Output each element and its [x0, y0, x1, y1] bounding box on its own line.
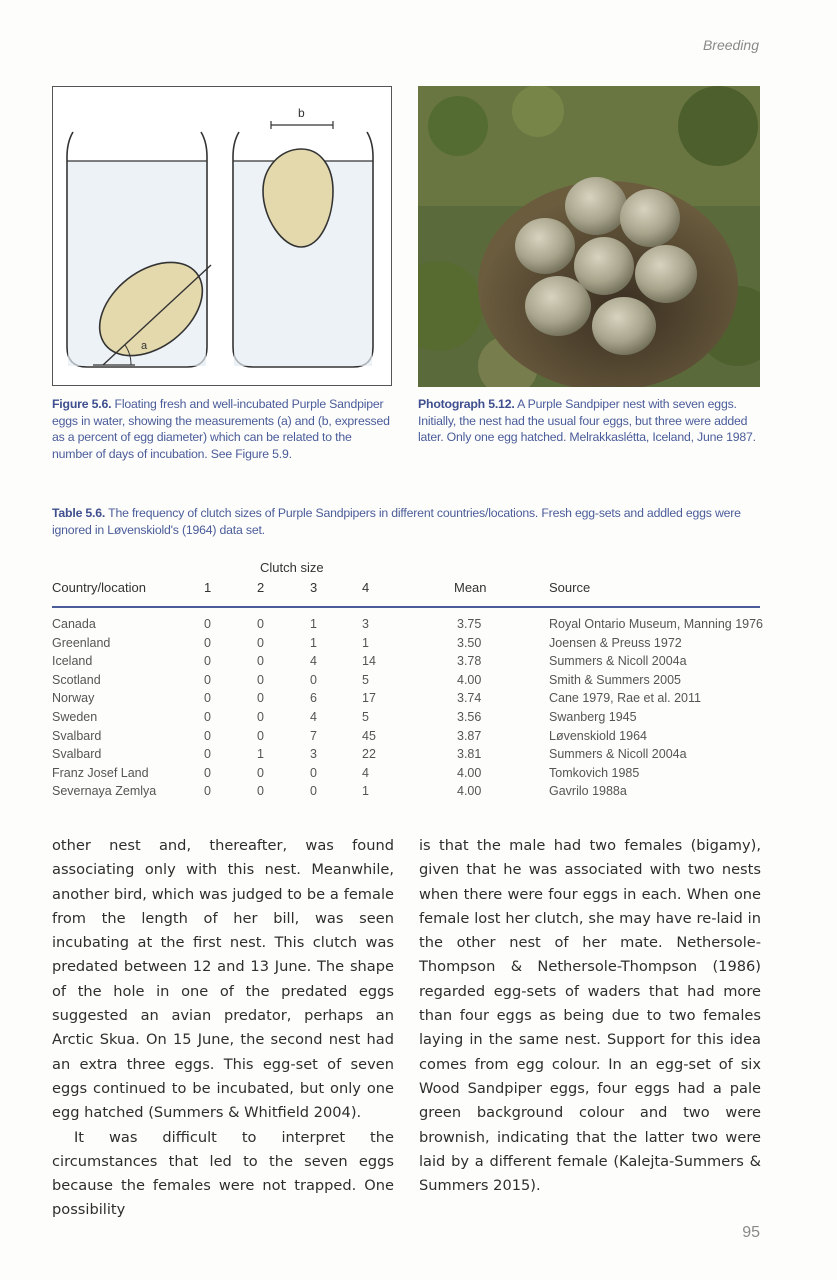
egg — [635, 245, 697, 303]
egg — [620, 189, 680, 247]
column-header-2: 2 — [257, 580, 265, 595]
cell-clutch-3: 7 — [310, 728, 317, 743]
cell-mean: 4.00 — [457, 765, 482, 780]
figure-caption-text: Floating fresh and well-incubated Purple Sandpiper eggs in water, showing the measurements (a) and (b, expressed as a percent of egg diameter) which can be related to the number of days of incubation. See Figure 5.9. — [52, 397, 390, 461]
table-caption-label: Table 5.6. — [52, 506, 106, 520]
table-row — [52, 654, 760, 672]
cell-country: Svalbard — [52, 728, 102, 743]
measurement-b-label: b — [298, 106, 305, 120]
cell-mean: 4.00 — [457, 672, 482, 687]
cell-country: Franz Josef Land — [52, 765, 149, 780]
cell-clutch-4: 17 — [362, 691, 376, 706]
cell-clutch-2: 0 — [257, 710, 264, 724]
cell-clutch-2: 0 — [257, 691, 264, 706]
cell-country: Greenland — [52, 635, 111, 650]
cell-source: Swanberg 1945 — [549, 710, 637, 724]
cell-mean: 3.50 — [457, 635, 482, 650]
cell-clutch-3: 6 — [310, 691, 317, 706]
cell-country: Svalbard — [52, 747, 102, 762]
cell-country: Scotland — [52, 672, 101, 687]
page-number: 95 — [742, 1224, 760, 1241]
table-row — [52, 710, 760, 728]
column-header-mean: Mean — [454, 580, 487, 595]
cell-clutch-1: 0 — [204, 710, 211, 724]
cell-country: Severnaya Zemlya — [52, 784, 157, 799]
nest-photo-illustration — [418, 86, 760, 387]
column-header-source: Source — [549, 580, 591, 595]
cell-source: Summers & Nicoll 2004a — [549, 747, 687, 762]
cell-source: Summers & Nicoll 2004a — [549, 654, 687, 669]
cell-clutch-2: 0 — [257, 728, 264, 743]
body-paragraph: other nest and, thereafter, was found associating only with this nest. Meanwhile, another bird, which was judged to be a female from the length of her bill, was seen incubating at the first nest. This clutch was predated between 12 and 13 June. The shape of the hole in one of the predated eggs suggested an avian predator, perhaps an Arctic Skua. On 15 June, the second nest had an extra three eggs. This egg-set of seven eggs continued to be incubated, but only one egg hatched (Summers & Whitfield 2004). — [52, 837, 394, 1122]
cell-clutch-2: 0 — [257, 765, 264, 780]
figure-caption — [52, 396, 392, 462]
cell-clutch-1: 0 — [204, 617, 211, 631]
cell-source: Cane 1979, Rae et al. 2011 — [549, 691, 701, 706]
cell-clutch-1: 0 — [204, 654, 211, 669]
cell-clutch-2: 0 — [257, 654, 264, 669]
cell-mean: 3.78 — [457, 654, 482, 669]
sandpiper-nest-photo — [418, 86, 760, 387]
cell-country: Iceland — [52, 654, 93, 669]
cell-clutch-3: 0 — [310, 765, 317, 780]
cell-source: Smith & Summers 2005 — [549, 672, 681, 687]
cell-clutch-1: 0 — [204, 691, 211, 706]
cell-clutch-3: 4 — [310, 710, 317, 724]
cell-clutch-4: 4 — [362, 765, 369, 780]
cell-mean: 3.56 — [457, 710, 482, 724]
cell-country: Sweden — [52, 710, 98, 724]
photo-caption — [418, 396, 761, 446]
measurement-a-label: a — [141, 340, 148, 352]
cell-clutch-1: 0 — [204, 635, 211, 650]
cell-clutch-1: 0 — [204, 765, 211, 780]
body-paragraph: is that the male had two females (bigamy), given that he was associated with two nests when there were four eggs in each. When one female lost her clutch, she may have re-laid in the other nest of her mate. Nethersole-Thompson & Nethersole-Thompson (1986) regarded egg-sets of waders that had more than four eggs as being due to two females laying in the same nest. Support for this idea comes from egg colour. In an egg-set of six Wood Sandpiper eggs, four eggs had a pale green background colour and two were brownish, indicating that the latter two were laid by a different female (Kalejta-Summers & Summers 2015). — [419, 837, 761, 1195]
cell-clutch-1: 0 — [204, 728, 211, 743]
egg-flotation-diagram — [53, 87, 391, 385]
cell-clutch-3: 0 — [310, 784, 317, 799]
cell-clutch-2: 0 — [257, 635, 264, 650]
cell-clutch-1: 0 — [204, 784, 211, 799]
cell-clutch-3: 4 — [310, 654, 317, 669]
cell-country: Canada — [52, 617, 96, 631]
cell-clutch-3: 1 — [310, 635, 317, 650]
column-header-3: 3 — [310, 580, 318, 595]
cell-source: Joensen & Preuss 1972 — [549, 635, 682, 650]
cell-clutch-4: 5 — [362, 710, 369, 724]
cell-clutch-2: 0 — [257, 672, 264, 687]
cell-mean: 3.87 — [457, 728, 482, 743]
cell-clutch-1: 0 — [204, 672, 211, 687]
cell-clutch-3: 1 — [310, 617, 317, 631]
cell-clutch-1: 0 — [204, 747, 211, 762]
table-row — [52, 617, 764, 635]
clutch-size-header: Clutch size — [260, 560, 324, 575]
body-column-right — [419, 834, 761, 1198]
table-row — [52, 673, 760, 691]
body-paragraph: It was difficult to interpret the circumstances that led to the seven eggs because the females were not trapped. One possibility — [52, 1128, 394, 1219]
egg — [592, 297, 656, 355]
cell-clutch-3: 0 — [310, 672, 317, 687]
cell-clutch-4: 3 — [362, 617, 369, 631]
cell-clutch-4: 14 — [362, 654, 376, 669]
cell-clutch-2: 0 — [257, 617, 264, 631]
egg-flotation-figure — [52, 86, 392, 386]
cell-clutch-4: 45 — [362, 728, 376, 743]
table-row — [52, 784, 760, 802]
cell-clutch-4: 1 — [362, 784, 369, 799]
cell-country: Norway — [52, 691, 95, 706]
cell-clutch-3: 3 — [310, 747, 317, 762]
running-head: Breeding — [702, 37, 759, 53]
cell-clutch-4: 5 — [362, 672, 369, 687]
column-header-4: 4 — [362, 580, 370, 595]
table-caption-text: The frequency of clutch sizes of Purple Sandpipers in different countries/locations. Fresh egg-sets and addled eggs were ignored in Løvenskiold's (1964) data set. — [52, 506, 741, 537]
table-caption — [52, 505, 762, 538]
table-row — [52, 636, 760, 654]
cell-mean: 3.74 — [457, 691, 482, 706]
cell-source: Tomkovich 1985 — [549, 765, 640, 780]
photo-caption-label: Photograph 5.12. — [418, 397, 515, 411]
body-column-left — [52, 834, 394, 1223]
column-header-1: 1 — [204, 580, 212, 595]
figure-caption-label: Figure 5.6. — [52, 397, 112, 411]
cell-clutch-2: 1 — [257, 747, 264, 762]
cell-mean: 3.81 — [457, 747, 482, 762]
cell-source: Løvenskiold 1964 — [549, 728, 647, 743]
table-row — [52, 729, 760, 747]
egg — [565, 177, 627, 235]
egg — [515, 218, 575, 274]
cell-clutch-2: 0 — [257, 784, 264, 799]
egg — [525, 276, 591, 336]
table-row — [52, 766, 760, 784]
cell-mean: 3.75 — [457, 617, 482, 631]
cell-clutch-4: 1 — [362, 635, 369, 650]
table-header-rule — [52, 606, 760, 608]
cell-mean: 4.00 — [457, 784, 482, 799]
photo-caption-text: A Purple Sandpiper nest with seven eggs. Initially, the nest had the usual four eggs, but three were added later. Only one egg hatched. Melrakkaslétta, Iceland, June 1987. — [418, 397, 756, 444]
egg — [574, 237, 634, 295]
column-header-country: Country/location — [52, 580, 146, 595]
cell-source: Royal Ontario Museum, Manning 1976 — [549, 617, 764, 631]
cell-source: Gavrilo 1988a — [549, 784, 627, 799]
cell-clutch-4: 22 — [362, 747, 376, 762]
table-row — [52, 747, 760, 765]
table-row — [52, 691, 760, 709]
